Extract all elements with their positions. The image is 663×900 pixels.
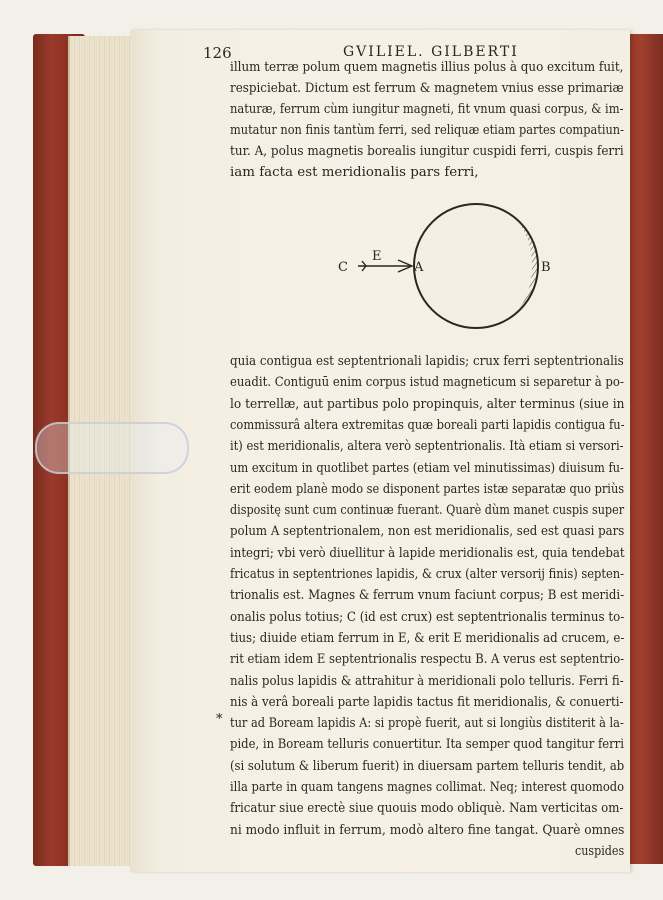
text-line: pide, in Boream telluris conuertitur. Ita semper quod tangitur ferri [230, 737, 624, 753]
running-head: GVILIEL. GILBERTI [343, 44, 519, 60]
text-line: onalis polus totius; C (id est crux) est septentrionalis terminus to- [230, 609, 625, 625]
text-line: integri; vbi verò diuellitur à lapide meridionalis est, quia tendebat [230, 545, 625, 561]
label-e: E [372, 249, 382, 264]
text-line: respiciebat. Dictum est ferrum & magnetem vnius esse primariæ [230, 81, 624, 96]
label-b: B [541, 260, 551, 275]
text-line: euadit. Contiguū enim corpus istud magneticum si separetur à po- [230, 375, 624, 391]
text-line: dispositę sunt cum continuæ fuerant. Quarè dùm manet cuspis super [230, 503, 625, 519]
text-line: um excitum in quotlibet partes (etiam vel minutissimas) diuisum fu- [230, 460, 624, 476]
text-line: erit eodem planè modo se disponent partes istæ separatæ quo priùs [230, 481, 625, 497]
text-line: iam facta est meridionalis pars ferri, [230, 165, 479, 180]
text-line: nis à verâ boreali parte lapidis tactus fit meridionalis, & conuerti- [230, 694, 624, 710]
text-line: lo terrellæ, aut partibus polo propinquis, alter terminus (siue in [230, 396, 625, 412]
text-line: naturæ, ferrum cùm iungitur magneti, fit vnum quasi corpus, & im- [230, 102, 624, 117]
text-line: illa parte in quam tangens magnes collimat. Neq; interest quomodo [230, 780, 624, 795]
text-line: (si solutum & liberum fuerit) in diuersam partem telluris tendit, ab [230, 758, 625, 774]
text-line: cuspides [575, 843, 625, 859]
marginal-mark: * [216, 712, 223, 727]
text-line: illum terræ polum quem magnetis illius polus à quo excitum fuit, [230, 60, 624, 75]
text-line: tur ad Boream lapidis A: si propè fuerit, aut si longiùs distiterit à la- [230, 716, 624, 732]
acrylic-page-clip [35, 422, 189, 474]
label-a: A [414, 260, 424, 275]
page-number: 126 [203, 44, 232, 62]
text-line: mutatur non finis tantùm ferri, sed reliquæ etiam partes compatiun- [230, 123, 624, 138]
text-line: fricatus in septentriones lapidis, & crux (alter versorij finis) septen- [230, 567, 625, 582]
text-line: ni modo influit in ferrum, modò altero fine tangat. Quarè omnes [230, 822, 625, 838]
text-line: rit etiam idem E septentrionalis respectu B. A verus est septentrio- [230, 652, 625, 668]
label-c: C [338, 260, 348, 275]
text-line: polum A septentrionalem, non est meridionalis, sed est quasi pars [230, 524, 625, 540]
text-line: commissurâ altera extremitas quæ boreali parti lapidis contigua fu- [230, 417, 625, 433]
text-line: quia contigua est septentrionali lapidis; crux ferri septentrionalis [230, 354, 624, 369]
terrella-figure [336, 200, 556, 330]
text-line: trionalis est. Magnes & ferrum vnum faciunt corpus; B est meridi- [230, 588, 625, 604]
text-line: tius; diuide etiam ferrum in E, & erit E meridionalis ad crucem, e- [230, 630, 625, 646]
text-line: tur. A, polus magnetis borealis iungitur cuspidi ferri, cuspis ferri [230, 144, 624, 159]
text-line: fricatur siue erectè siue quouis modo obliquè. Nam verticitas om- [230, 801, 624, 817]
text-line: nalis polus lapidis & attrahitur à meridionali polo telluris. Ferri fi- [230, 673, 624, 689]
text-line: it) est meridionalis, altera verò septentrionalis. Ità etiam si versori- [230, 439, 624, 455]
